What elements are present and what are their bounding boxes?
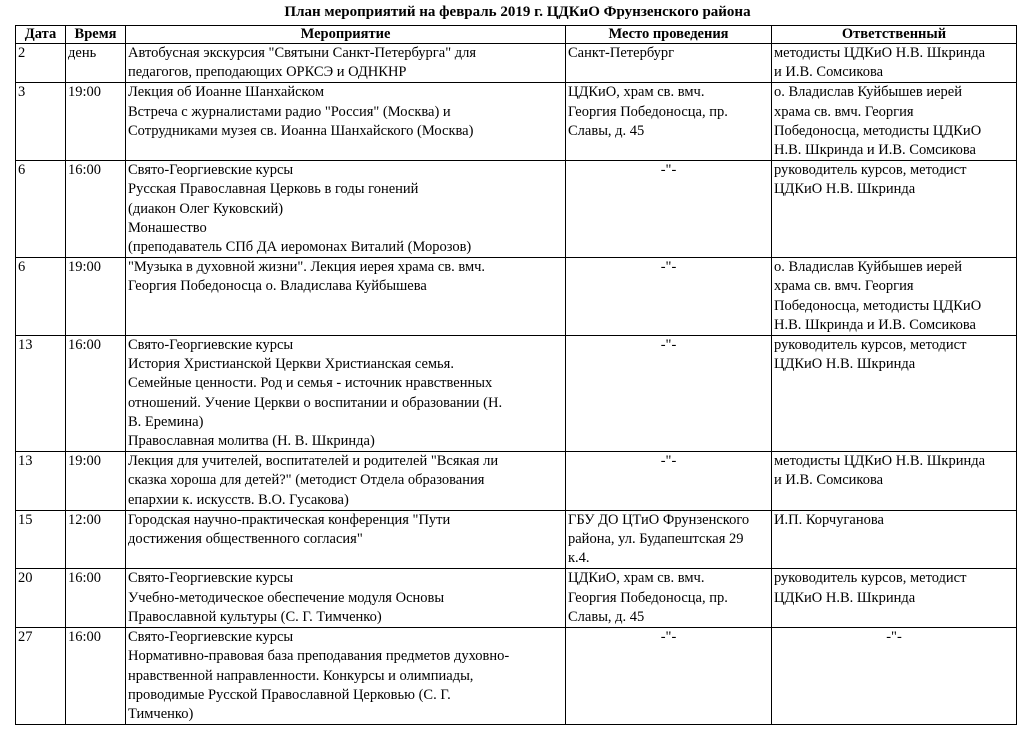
event-line: епархии к. искусств. В.О. Гусакова) <box>128 491 349 508</box>
date-line: 3 <box>18 84 26 101</box>
events-table <box>15 25 1017 725</box>
place-line: ЦДКиО, храм св. вмч. <box>568 570 705 587</box>
date-line: 13 <box>18 453 33 470</box>
responsible-line: Победоносца, методисты ЦДКиО <box>774 297 982 314</box>
responsible-line: методисты ЦДКиО Н.В. Шкринда <box>774 45 986 61</box>
cell-place <box>566 161 772 258</box>
time-line: день <box>68 45 97 61</box>
cell-event <box>126 452 566 511</box>
time-line: 16:00 <box>68 570 102 587</box>
responsible-line: Н.В. Шкринда и И.В. Сомсикова <box>774 142 976 159</box>
cell-date <box>16 628 66 725</box>
table-row <box>16 44 1017 83</box>
table-row <box>16 628 1017 725</box>
event-line: Лекция для учителей, воспитателей и родителей "Всякая ли <box>128 453 499 470</box>
responsible-line: ЦДКиО Н.В. Шкринда <box>774 181 916 198</box>
header-date: Дата <box>16 26 66 44</box>
responsible-line: Победоносца, методисты ЦДКиО <box>774 122 982 139</box>
cell-responsible <box>772 510 1017 569</box>
date-line: 6 <box>18 259 26 276</box>
table-row <box>16 452 1017 511</box>
time-line: 16:00 <box>68 629 102 646</box>
event-line: Свято-Георгиевские курсы <box>128 629 294 646</box>
cell-responsible <box>772 44 1017 83</box>
event-line: Учебно-методическое обеспечение модуля Основы <box>128 589 445 606</box>
cell-event <box>126 569 566 628</box>
place-line: Георгия Победоносца, пр. <box>568 103 728 120</box>
cell-responsible <box>772 569 1017 628</box>
event-line: Георгия Победоносца о. Владислава Куйбышева <box>128 278 427 295</box>
place-line: ГБУ ДО ЦТиО Фрунзенского <box>568 511 750 528</box>
event-line: Свято-Георгиевские курсы <box>128 337 294 354</box>
event-line: проводимые Русской Православной Церковью (С. Г. <box>128 686 451 703</box>
time-line: 19:00 <box>68 453 102 470</box>
responsible-line: храма св. вмч. Георгия <box>774 103 914 120</box>
cell-place <box>566 83 772 161</box>
cell-responsible <box>772 83 1017 161</box>
table-row <box>16 258 1017 336</box>
time-line: 12:00 <box>68 511 102 528</box>
header-place: Место проведения <box>566 26 772 44</box>
cell-event <box>126 628 566 725</box>
table-row <box>16 336 1017 452</box>
cell-responsible <box>772 452 1017 511</box>
cell-place <box>566 452 772 511</box>
cell-time <box>66 44 126 83</box>
event-line: сказка хороша для детей?" (методист Отдела образования <box>128 472 485 489</box>
place-line: к.4. <box>568 550 590 567</box>
cell-event <box>126 44 566 83</box>
cell-date <box>16 44 66 83</box>
cell-time <box>66 510 126 569</box>
place-line: -"- <box>660 259 677 276</box>
cell-date <box>16 569 66 628</box>
cell-place <box>566 510 772 569</box>
cell-place <box>566 44 772 83</box>
table-row <box>16 510 1017 569</box>
cell-place <box>566 258 772 336</box>
event-line: "Музыка в духовной жизни". Лекция иерея храма св. вмч. <box>128 259 486 276</box>
cell-responsible <box>772 161 1017 258</box>
responsible-line: -"- <box>886 629 902 646</box>
responsible-line: руководитель курсов, методист <box>774 337 967 354</box>
event-line: История Христианской Церкви Христианская семья. <box>128 356 454 373</box>
place-line: Славы, д. 45 <box>568 608 645 625</box>
place-line: Славы, д. 45 <box>568 122 645 139</box>
cell-time <box>66 161 126 258</box>
event-line: Автобусная экскурсия "Святыни Санкт-Петербурга" для <box>128 45 477 61</box>
cell-date <box>16 336 66 452</box>
event-line: нравственной направленности. Конкурсы и олимпиады, <box>128 667 474 684</box>
responsible-line: руководитель курсов, методист <box>774 570 967 587</box>
event-line: достижения общественного согласия" <box>128 531 363 548</box>
cell-place <box>566 628 772 725</box>
event-line: Городская научно-практическая конференция "Пути <box>128 511 451 528</box>
cell-date <box>16 83 66 161</box>
date-line: 13 <box>18 337 33 354</box>
table-row <box>16 161 1017 258</box>
responsible-line: и И.В. Сомсикова <box>774 64 884 81</box>
place-line: Георгия Победоносца, пр. <box>568 589 728 606</box>
event-line: Свято-Георгиевские курсы <box>128 162 294 179</box>
responsible-line: Н.В. Шкринда и И.В. Сомсикова <box>774 316 976 333</box>
page-title: План мероприятий на февраль 2019 г. ЦДКиО Фрунзенского района <box>284 4 751 20</box>
event-line: Православная молитва (Н. В. Шкринда) <box>128 433 375 450</box>
table-row <box>16 569 1017 628</box>
responsible-line: о. Владислав Куйбышев иерей <box>774 84 962 101</box>
event-line: Нормативно-правовая база преподавания предметов духовно- <box>128 648 510 665</box>
time-line: 19:00 <box>68 259 102 276</box>
event-line: Русская Православная Церковь в годы гонений <box>128 181 419 198</box>
cell-time <box>66 83 126 161</box>
cell-responsible <box>772 628 1017 725</box>
cell-time <box>66 452 126 511</box>
responsible-line: ЦДКиО Н.В. Шкринда <box>774 356 916 373</box>
cell-time <box>66 569 126 628</box>
time-line: 16:00 <box>68 162 102 179</box>
header-time: Время <box>66 26 126 44</box>
cell-date <box>16 258 66 336</box>
cell-time <box>66 336 126 452</box>
date-line: 15 <box>18 511 33 528</box>
cell-date <box>16 452 66 511</box>
event-line: В. Еремина) <box>128 413 204 430</box>
cell-place <box>566 336 772 452</box>
event-line: Сотрудниками музея св. Иоанна Шанхайского (Москва) <box>128 122 474 139</box>
date-line: 6 <box>18 162 26 179</box>
event-line: отношений. Учение Церкви о воспитании и образовании (Н. <box>128 394 503 411</box>
cell-time <box>66 628 126 725</box>
date-line: 2 <box>18 45 26 61</box>
place-line: ЦДКиО, храм св. вмч. <box>568 84 705 101</box>
event-line: Монашество <box>128 219 207 236</box>
time-line: 16:00 <box>68 337 102 354</box>
event-line: Православной культуры (С. Г. Тимченко) <box>128 608 382 625</box>
place-line: -"- <box>660 337 677 354</box>
responsible-line: руководитель курсов, методист <box>774 162 967 179</box>
responsible-line: ЦДКиО Н.В. Шкринда <box>774 589 916 606</box>
event-line: Семейные ценности. Род и семья - источник нравственных <box>128 375 493 392</box>
cell-responsible <box>772 336 1017 452</box>
responsible-line: и И.В. Сомсикова <box>774 472 884 489</box>
place-line: района, ул. Будапештская 29 <box>568 531 744 548</box>
cell-date <box>16 510 66 569</box>
responsible-line: храма св. вмч. Георгия <box>774 278 914 295</box>
cell-date <box>16 161 66 258</box>
cell-responsible <box>772 258 1017 336</box>
place-line: -"- <box>660 162 677 179</box>
event-line: педагогов, преподающих ОРКСЭ и ОДНКНР <box>128 64 407 81</box>
cell-event <box>126 258 566 336</box>
date-line: 27 <box>18 629 33 646</box>
cell-place <box>566 569 772 628</box>
cell-event <box>126 161 566 258</box>
event-line: Встреча с журналистами радио "Россия" (Москва) и <box>128 103 451 120</box>
place-line: Санкт-Петербург <box>568 45 675 61</box>
event-line: (преподаватель СПб ДА иеромонах Виталий (Морозов) <box>128 239 472 256</box>
cell-event <box>126 336 566 452</box>
table-header-row <box>16 26 1017 44</box>
header-responsible: Ответственный <box>772 26 1017 44</box>
responsible-line: о. Владислав Куйбышев иерей <box>774 259 962 276</box>
event-line: Свято-Георгиевские курсы <box>128 570 294 587</box>
event-line: (диакон Олег Куковский) <box>128 200 284 217</box>
event-line: Лекция об Иоанне Шанхайском <box>128 84 324 101</box>
responsible-line: И.П. Корчуганова <box>774 511 884 528</box>
time-line: 19:00 <box>68 84 102 101</box>
date-line: 20 <box>18 570 33 587</box>
cell-event <box>126 510 566 569</box>
cell-event <box>126 83 566 161</box>
place-line: -"- <box>660 453 677 470</box>
header-event: Мероприятие <box>126 26 566 44</box>
table-row <box>16 83 1017 161</box>
responsible-line: методисты ЦДКиО Н.В. Шкринда <box>774 453 986 470</box>
cell-time <box>66 258 126 336</box>
event-line: Тимченко) <box>128 705 194 722</box>
place-line: -"- <box>660 629 677 646</box>
